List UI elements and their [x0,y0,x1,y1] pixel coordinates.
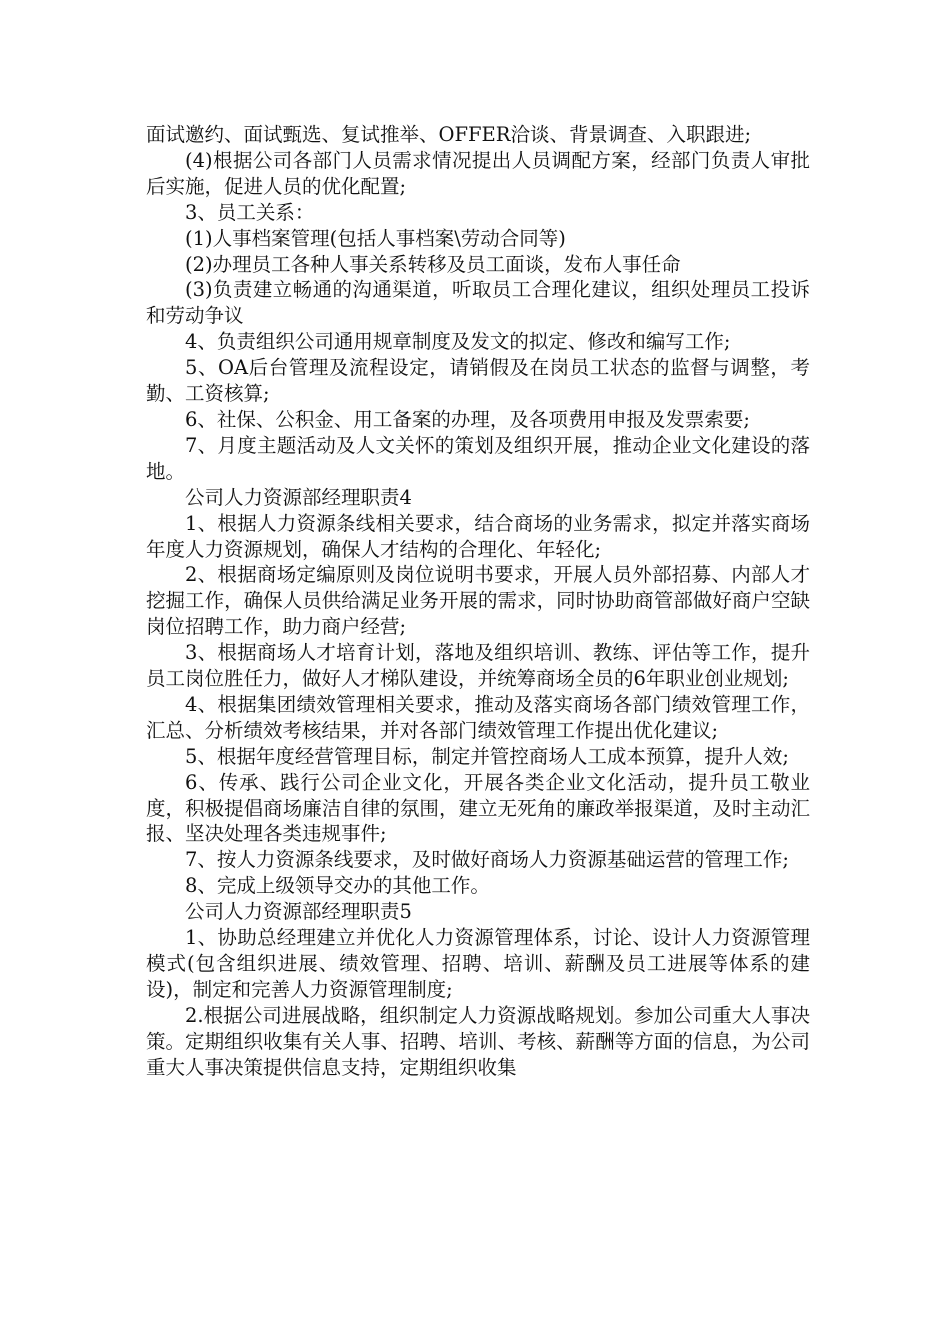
paragraph-4: (1)人事档案管理(包括人事档案\劳动合同等) [185,226,566,250]
section-heading-duties-4: 公司人力资源部经理职责4 [185,485,412,509]
paragraph-18: 7、按人力资源条线要求，及时做好商场人力资源基础运营的管理工作; [185,848,789,872]
document-body [146,122,810,1081]
paragraph-2: (4)根据公司各部门人员需求情况提出人员调配方案，经部门负责人审批后实施，促进人员的优化配置; [146,148,810,198]
paragraph-22: 2.根据公司进展战略，组织制定人力资源战略规划。参加公司重大人事决策。定期组织收集有关人事、招聘、培训、考核、薪酬等方面的信息，为公司重大人事决策提供信息支持，定期组织收集 [146,1003,810,1079]
paragraph-21: 1、协助总经理建立并优化人力资源管理体系，讨论、设计人力资源管理模式(包含组织进展、绩效管理、招聘、培训、薪酬及员工进展等体系的建设)，制定和完善人力资源管理制度; [146,926,810,1001]
paragraph-10: 7、月度主题活动及人文关怀的策划及组织开展，推动企业文化建设的落地。 [146,433,810,483]
paragraph-1: 面试邀约、面试甄选、复试推举、OFFER洽谈、背景调查、入职跟进; [146,123,752,146]
paragraph-17: 6、传承、践行公司企业文化，开展各类企业文化活动，提升员工敬业度，积极提倡商场廉洁自律的氛围，建立无死角的廉政举报渠道，及时主动汇报、坚决处理各类违规事件; [146,770,810,846]
paragraph-12: 1、根据人力资源条线相关要求，结合商场的业务需求，拟定并落实商场年度人力资源规划，确保人才结构的合理化、年轻化; [146,511,810,561]
paragraph-15: 4、根据集团绩效管理相关要求，推动及落实商场各部门绩效管理工作，汇总、分析绩效考核结果，并对各部门绩效管理工作提出优化建议; [146,692,810,742]
paragraph-14: 3、根据商场人才培育计划，落地及组织培训、教练、评估等工作，提升员工岗位胜任力，做好人才梯队建设，并统筹商场全员的6年职业创业规划; [146,641,810,691]
paragraph-5: (2)办理员工各种人事关系转移及员工面谈，发布人事任命 [185,252,681,276]
paragraph-7: 4、负责组织公司通用规章制度及发文的拟定、修改和编写工作; [185,330,731,354]
paragraph-16: 5、根据年度经营管理目标，制定并管控商场人工成本预算，提升人效; [185,744,789,768]
section-heading-employee-relations: 3、员工关系： [185,200,315,224]
paragraph-19: 8、完成上级领导交办的其他工作。 [185,874,490,898]
paragraph-13: 2、根据商场定编原则及岗位说明书要求，开展人员外部招募、内部人才挖掘工作，确保人员供给满足业务开展的需求，同时协助商管部做好商户空缺岗位招聘工作，助力商户经营; [146,563,810,639]
paragraph-8: 5、OA后台管理及流程设定，请销假及在岗员工状态的监督与调整，考勤、工资核算; [146,356,810,406]
paragraph-9: 6、社保、公积金、用工备案的办理，及各项费用申报及发票索要; [185,407,750,431]
paragraph-6: (3)负责建立畅通的沟通渠道，听取员工合理化建议，组织处理员工投诉和劳动争议 [146,278,810,328]
section-heading-duties-5: 公司人力资源部经理职责5 [185,900,412,924]
